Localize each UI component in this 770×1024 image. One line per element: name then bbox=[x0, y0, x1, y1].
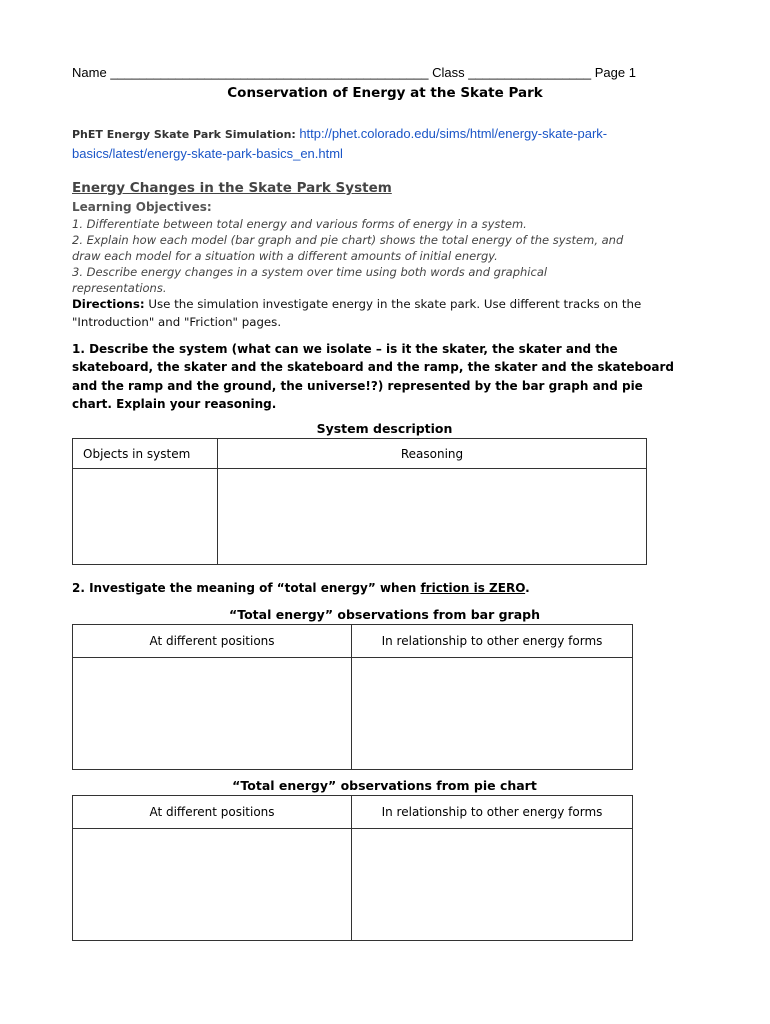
bar-graph-caption: “Total energy” observations from bar graph bbox=[229, 607, 540, 622]
question-1-line: skateboard, the skater and the skateboard and the ramp, the skater and the skateboard bbox=[72, 360, 674, 375]
directions bbox=[72, 296, 702, 331]
positions-header: At different positions bbox=[73, 796, 352, 829]
section-heading: Energy Changes in the Skate Park System bbox=[72, 180, 392, 196]
class-label: Class bbox=[432, 65, 465, 80]
page-title: Conservation of Energy at the Skate Park bbox=[227, 85, 543, 101]
name-field[interactable]: ____________________________________________ bbox=[110, 65, 429, 80]
bar-positions-answer-cell[interactable] bbox=[73, 658, 352, 770]
objective-3-cont: representations. bbox=[72, 281, 167, 295]
header-line bbox=[72, 65, 688, 80]
learning-objectives-heading: Learning Objectives: bbox=[72, 200, 212, 214]
pie-relationship-answer-cell[interactable] bbox=[352, 829, 633, 941]
objective-3: 3. Describe energy changes in a system over time using both words and graphical bbox=[72, 265, 548, 279]
pie-chart-caption: “Total energy” observations from pie chart bbox=[232, 778, 537, 793]
name-label: Name bbox=[72, 65, 107, 80]
objects-header: Objects in system bbox=[73, 439, 218, 469]
question-2-suffix: . bbox=[525, 581, 530, 595]
system-description-table bbox=[72, 438, 647, 565]
reasoning-answer-cell[interactable] bbox=[218, 469, 647, 565]
question-2-emphasis: friction is ZERO bbox=[420, 581, 526, 595]
pie-positions-answer-cell[interactable] bbox=[73, 829, 352, 941]
question-2-prefix: 2. Investigate the meaning of “total energy” when bbox=[72, 581, 421, 595]
directions-label: Directions: bbox=[72, 297, 145, 311]
objective-2-cont: draw each model for a situation with a different amounts of initial energy. bbox=[72, 249, 498, 263]
system-table-caption: System description bbox=[316, 421, 453, 436]
page-number: Page 1 bbox=[594, 65, 636, 80]
simulation-link-part1[interactable]: http://phet.colorado.edu/sims/html/energy-skate-park- bbox=[299, 126, 608, 141]
objective-2: 2. Explain how each model (bar graph and pie chart) shows the total energy of the system, and bbox=[72, 233, 624, 247]
question-1 bbox=[72, 340, 707, 413]
reasoning-header: Reasoning bbox=[218, 439, 647, 469]
directions-text-1: Use the simulation investigate energy in the skate park. Use different tracks on the bbox=[148, 297, 642, 311]
objective-1: 1. Differentiate between total energy and various forms of energy in a system. bbox=[72, 217, 527, 231]
relationship-header: In relationship to other energy forms bbox=[352, 796, 633, 829]
question-1-line: and the ramp and the ground, the universe!?) represented by the bar graph and pie bbox=[72, 378, 643, 393]
class-field[interactable]: _________________ bbox=[468, 65, 592, 80]
question-1-line: 1. Describe the system (what can we isolate – is it the skater, the skater and the bbox=[72, 342, 618, 356]
simulation-label: PhET Energy Skate Park Simulation: bbox=[72, 128, 296, 141]
simulation-link-part2[interactable]: basics/latest/energy-skate-park-basics_en.html bbox=[72, 146, 343, 161]
pie-chart-table bbox=[72, 795, 633, 941]
question-1-line: chart. Explain your reasoning. bbox=[72, 396, 277, 411]
relationship-header: In relationship to other energy forms bbox=[352, 625, 633, 658]
bar-graph-table bbox=[72, 624, 633, 770]
objects-answer-cell[interactable] bbox=[73, 469, 218, 565]
directions-text-2: "Introduction" and "Friction" pages. bbox=[72, 314, 282, 329]
positions-header: At different positions bbox=[73, 625, 352, 658]
simulation-reference bbox=[72, 124, 692, 164]
bar-relationship-answer-cell[interactable] bbox=[352, 658, 633, 770]
question-2 bbox=[72, 581, 712, 595]
